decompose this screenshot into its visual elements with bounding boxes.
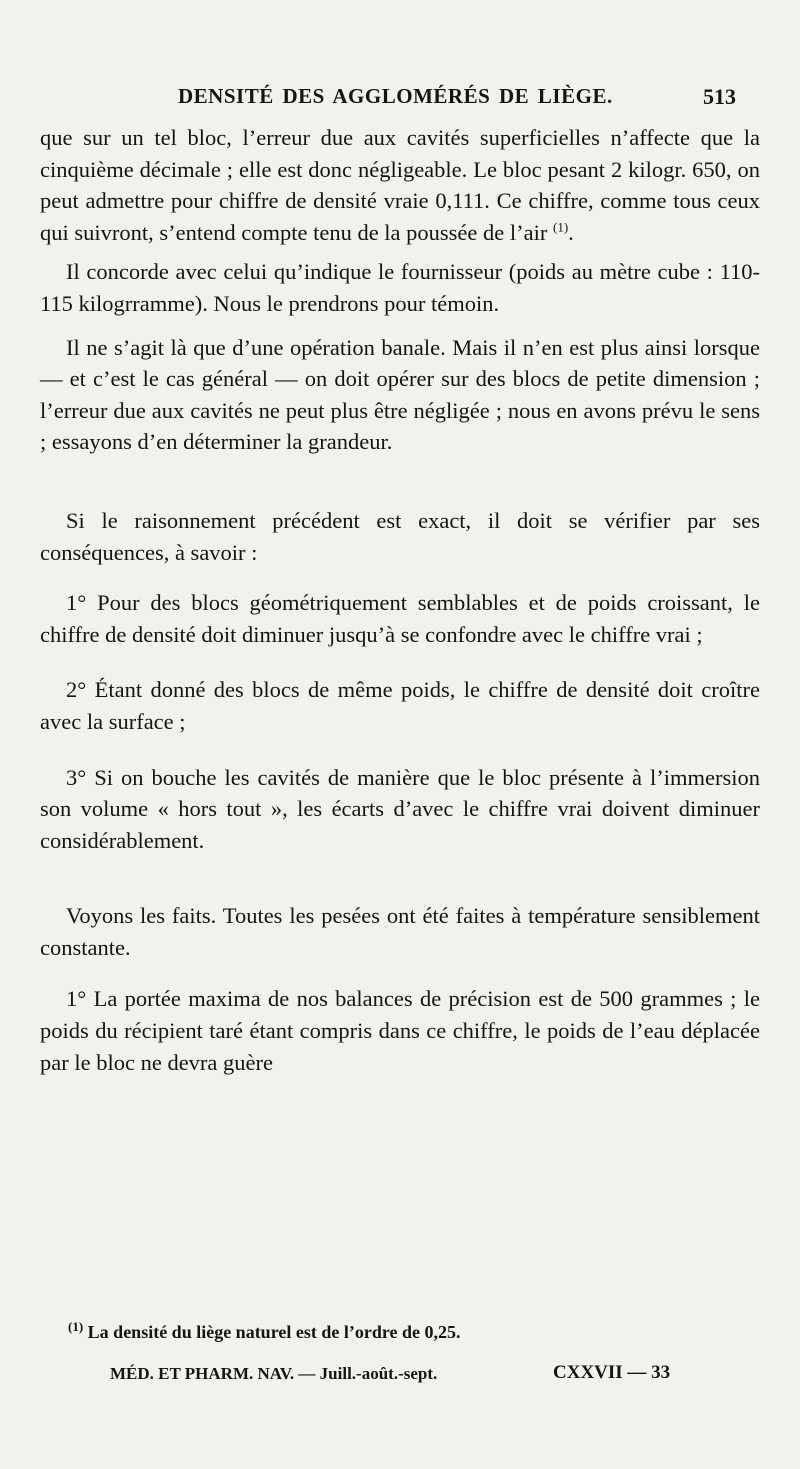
footnote-reference: (1) [553, 219, 569, 235]
paragraph-7: 3° Si on bouche les cavités de manière que le bloc présente à l’immersion son volume « hors tout », les écarts d’avec le chiffre vrai doivent diminuer considérablement. [40, 764, 760, 853]
paragraph-6: 2° Étant donné des blocs de même poids, le chiffre de densité doit croître avec la surface ; [40, 677, 760, 734]
paragraph-8: Voyons les faits. Toutes les pesées ont été faites à température sensiblement constante. [40, 903, 760, 960]
paragraph-3: Il ne s’agit là que d’une opération banale. Mais il n’en est plus ainsi lorsque — et c’est le cas général — on doit opérer sur des blocs de petite dimension ; l’erreur due aux cavités ne peut plus être négligée ; nous en avons prévu le sens ; essayons d’en déterminer la grandeur. [40, 334, 760, 455]
page-header [0, 80, 800, 112]
page-footer [0, 1362, 800, 1392]
paragraph-1 [40, 122, 760, 248]
footnote [68, 1319, 461, 1343]
paragraph-1-tail: . [568, 219, 574, 245]
body-text [40, 122, 760, 1078]
paragraph-4: Si le raisonnement précédent est exact, il doit se vérifier par ses conséquences, à savoir : [40, 507, 760, 565]
signature-mark: CXXVII — 33 [553, 1362, 671, 1383]
running-title: DENSITÉ DES AGGLOMÉRÉS DE LIÈGE. [178, 84, 613, 108]
paragraph-5: 1° Pour des blocs géométriquement semblables et de poids croissant, le chiffre de densité doit diminuer jusqu’à se confondre avec le chiffre vrai ; [40, 590, 760, 647]
paragraph-9: 1° La portée maxima de nos balances de précision est de 500 grammes ; le poids du récipient taré étant compris dans ce chiffre, le poids de l’eau déplacée par le bloc ne devra guère [40, 986, 760, 1075]
paragraph-1-text: que sur un tel bloc, l’erreur due aux cavités superficielles n’affecte que la cinquième décimale ; elle est donc négligeable. Le bloc pesant 2 kilogr. 650, on peut admettre pour chiffre de densité vraie 0,111. Ce chiffre, comme tous ceux qui suivront, s’entend compte tenu de la poussée de l’air [40, 125, 760, 245]
page-number: 513 [703, 84, 736, 109]
footnote-marker: (1) [68, 1319, 84, 1334]
paragraph-2: Il concorde avec celui qu’indique le fournisseur (poids au mètre cube : 110-115 kilogrramme). Nous le prendrons pour témoin. [40, 259, 760, 316]
journal-line: MÉD. ET PHARM. NAV. — Juill.-août.-sept. [110, 1364, 438, 1383]
footnote-text: La densité du liège naturel est de l’ordre de 0,25. [87, 1322, 461, 1342]
